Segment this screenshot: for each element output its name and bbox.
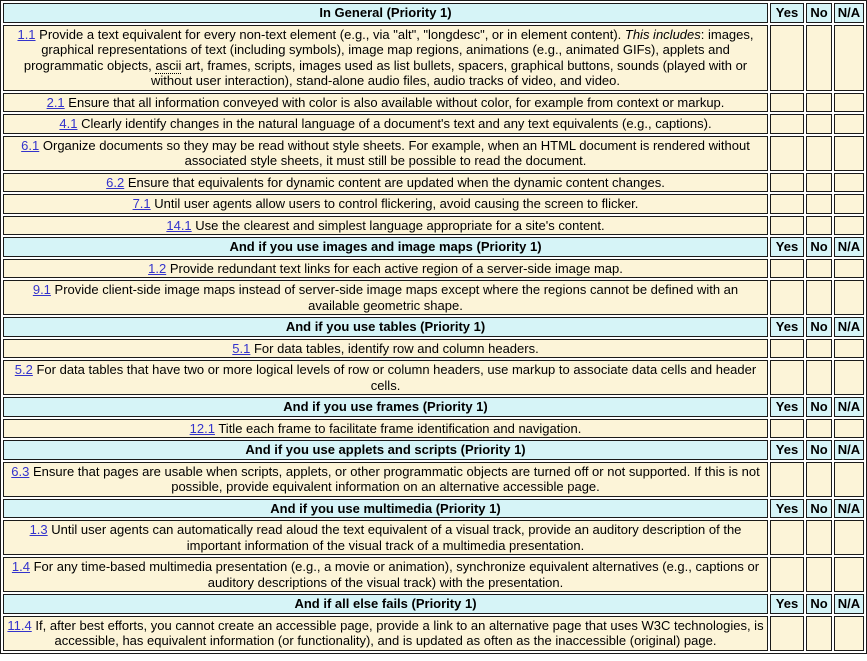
- checkpoint-link[interactable]: 1.2: [148, 260, 167, 276]
- answer-cell-na: [834, 93, 864, 113]
- column-header-yes: Yes: [770, 237, 804, 257]
- checkpoint-text-segment: Provide client-side image maps instead of server-side image maps except where the regions cannot be defined with an available geometric shape.: [54, 282, 739, 313]
- checkpoint-text-segment: Provide redundant text links for each active region of a server-side image map.: [169, 260, 623, 276]
- checkpoint-link[interactable]: 14.1: [166, 217, 192, 233]
- column-header-na: N/A: [834, 397, 864, 417]
- answer-cell-no: [806, 93, 832, 113]
- checkpoint-text: [3, 419, 768, 439]
- checkpoint-text-segment: Until user agents allow users to control flickering, avoid causing the screen to flicker.: [154, 196, 639, 211]
- checkpoint-text-segment: Ensure that all information conveyed with color is also available without color, for example from context or markup.: [68, 94, 725, 110]
- answer-cell-yes: [770, 280, 804, 315]
- checkpoint-row: [3, 136, 864, 171]
- checkpoint-text-segment: Until user agents can automatically read aloud the text equivalent of a visual track, provide an auditory description of the important information of the visual track of a multimedia presentation.: [51, 522, 742, 553]
- checkpoint-row: [3, 93, 864, 113]
- checkpoint-text: [3, 173, 768, 193]
- checkpoint-row: [3, 419, 864, 439]
- checkpoint-link[interactable]: 6.2: [106, 174, 125, 190]
- checkpoint-text-segment: For data tables, identify row and column headers.: [253, 340, 539, 356]
- answer-cell-na: [834, 462, 864, 497]
- checkpoint-text-segment: Use the clearest and simplest language appropriate for a site's content.: [195, 217, 605, 233]
- checkpoint-text-segment: For any time-based multimedia presentation (e.g., a movie or animation), synchronize equivalent alternatives (e.g., captions or auditory descriptions of the visual track) with the presentation.: [33, 559, 760, 590]
- column-header-no: No: [806, 499, 832, 519]
- answer-cell-na: [834, 194, 864, 214]
- checkpoint-row: [3, 339, 864, 359]
- checkpoint-text-segment: If, after best efforts, you cannot create an accessible page, provide a link to an alternative page that uses W3C technologies, is accessible, has equivalent information (or functionality), and is updated as often as the inaccessible (original) page.: [35, 617, 764, 648]
- answer-cell-na: [834, 616, 864, 651]
- section-title: And if you use applets and scripts (Priority 1): [3, 440, 768, 460]
- checkpoint-link[interactable]: 9.1: [32, 282, 51, 297]
- answer-cell-na: [834, 520, 864, 555]
- answer-cell-na: [834, 339, 864, 359]
- checkpoint-link[interactable]: 1.3: [29, 522, 48, 537]
- checkpoint-link[interactable]: 12.1: [189, 420, 215, 436]
- checkpoint-text: [3, 616, 768, 651]
- answer-cell-yes: [770, 616, 804, 651]
- section-header-row: [3, 440, 864, 460]
- section-header-row: [3, 237, 864, 257]
- checkpoint-text: [3, 339, 768, 359]
- answer-cell-na: [834, 114, 864, 134]
- section-header-row: [3, 317, 864, 337]
- checkpoint-row: [3, 194, 864, 214]
- checkpoint-text-segment: For data tables that have two or more logical levels of row or column headers, use markup to associate data cells and header cells.: [36, 362, 757, 393]
- answer-cell-no: [806, 259, 832, 279]
- column-header-yes: Yes: [770, 3, 804, 23]
- checkpoint-row: [3, 173, 864, 193]
- checkpoint-text: [3, 114, 768, 134]
- answer-cell-yes: [770, 216, 804, 236]
- answer-cell-no: [806, 25, 832, 91]
- column-header-no: No: [806, 317, 832, 337]
- checkpoint-link[interactable]: 7.1: [132, 196, 151, 211]
- answer-cell-yes: [770, 194, 804, 214]
- section-header-row: [3, 594, 864, 614]
- answer-cell-yes: [770, 520, 804, 555]
- answer-cell-yes: [770, 173, 804, 193]
- checkpoint-row: [3, 259, 864, 279]
- answer-cell-no: [806, 360, 832, 395]
- checkpoint-text: [3, 93, 768, 113]
- column-header-yes: Yes: [770, 397, 804, 417]
- column-header-na: N/A: [834, 317, 864, 337]
- checkpoint-text: [3, 25, 768, 91]
- column-header-yes: Yes: [770, 440, 804, 460]
- checkpoint-link[interactable]: 4.1: [59, 116, 78, 131]
- column-header-yes: Yes: [770, 499, 804, 519]
- answer-cell-yes: [770, 462, 804, 497]
- checkpoint-text-segment: Provide a text equivalent for every non-text element (e.g., via "alt", "longdesc", or in element content).: [39, 26, 625, 42]
- answer-cell-no: [806, 557, 832, 592]
- answer-cell-na: [834, 360, 864, 395]
- section-title: In General (Priority 1): [3, 3, 768, 23]
- checkpoint-row: [3, 462, 864, 497]
- answer-cell-no: [806, 520, 832, 555]
- checkpoint-row: [3, 360, 864, 395]
- answer-cell-yes: [770, 360, 804, 395]
- column-header-no: No: [806, 440, 832, 460]
- answer-cell-yes: [770, 419, 804, 439]
- answer-cell-yes: [770, 114, 804, 134]
- answer-cell-yes: [770, 339, 804, 359]
- checkpoint-link[interactable]: 5.1: [232, 340, 251, 356]
- section-title: And if you use frames (Priority 1): [3, 397, 768, 417]
- answer-cell-na: [834, 173, 864, 193]
- answer-cell-na: [834, 216, 864, 236]
- checkpoint-text-segment: : images, graphical representations of text (including symbols), image map regions, animations (e.g., animated GIFs), applets and programmatic objects,: [23, 26, 754, 73]
- section-title: And if you use images and image maps (Priority 1): [3, 237, 768, 257]
- answer-cell-no: [806, 280, 832, 315]
- checkpoint-row: [3, 216, 864, 236]
- checkpoint-row: [3, 557, 864, 592]
- checkpoint-text: [3, 557, 768, 592]
- section-header-row: [3, 3, 864, 23]
- section-header-row: [3, 397, 864, 417]
- checkpoint-link[interactable]: 2.1: [46, 94, 65, 110]
- checkpoint-text-segment: Ensure that equivalents for dynamic content are updated when the dynamic content changes.: [127, 174, 665, 190]
- section-title: And if all else fails (Priority 1): [3, 594, 768, 614]
- answer-cell-no: [806, 339, 832, 359]
- checklist-body: [3, 3, 864, 651]
- answer-cell-yes: [770, 136, 804, 171]
- checkpoint-text: [3, 259, 768, 279]
- acronym-text: ascii: [155, 57, 182, 73]
- checkpoint-link[interactable]: 6.3: [11, 463, 30, 479]
- checkpoint-row: [3, 25, 864, 91]
- column-header-na: N/A: [834, 594, 864, 614]
- answer-cell-na: [834, 136, 864, 171]
- answer-cell-no: [806, 194, 832, 214]
- checkpoint-link[interactable]: 11.4: [7, 617, 32, 633]
- column-header-yes: Yes: [770, 594, 804, 614]
- checkpoint-row: [3, 520, 864, 555]
- answer-cell-yes: [770, 93, 804, 113]
- checkpoint-link[interactable]: 6.1: [21, 137, 40, 153]
- section-title: And if you use multimedia (Priority 1): [3, 499, 768, 519]
- answer-cell-no: [806, 616, 832, 651]
- answer-cell-na: [834, 280, 864, 315]
- column-header-yes: Yes: [770, 317, 804, 337]
- answer-cell-no: [806, 462, 832, 497]
- checkpoint-row: [3, 616, 864, 651]
- section-header-row: [3, 499, 864, 519]
- column-header-na: N/A: [834, 440, 864, 460]
- answer-cell-no: [806, 136, 832, 171]
- checkpoint-text-segment: Title each frame to facilitate frame identification and navigation.: [218, 420, 582, 436]
- column-header-no: No: [806, 3, 832, 23]
- column-header-no: No: [806, 594, 832, 614]
- answer-cell-no: [806, 216, 832, 236]
- column-header-na: N/A: [834, 499, 864, 519]
- answer-cell-yes: [770, 25, 804, 91]
- checkpoint-text: [3, 360, 768, 395]
- checkpoint-text: [3, 280, 768, 315]
- checkpoint-text: [3, 194, 768, 214]
- checkpoint-text-segment: Ensure that pages are usable when scripts, applets, or other programmatic objects are turned off or not supported. If this is not possible, provide equivalent information on an alternative accessible page.: [32, 463, 760, 494]
- answer-cell-na: [834, 259, 864, 279]
- checkpoint-link[interactable]: 5.2: [14, 362, 33, 377]
- answer-cell-na: [834, 419, 864, 439]
- column-header-na: N/A: [834, 3, 864, 23]
- checkpoint-link[interactable]: 1.4: [11, 559, 30, 574]
- answer-cell-yes: [770, 259, 804, 279]
- answer-cell-na: [834, 557, 864, 592]
- answer-cell-yes: [770, 557, 804, 592]
- checkpoint-row: [3, 114, 864, 134]
- checkpoint-text: [3, 462, 768, 497]
- checkpoint-text: [3, 520, 768, 555]
- checkpoint-text-segment: Organize documents so they may be read without style sheets. For example, when an HTML document is rendered without associated style sheets, it must still be possible to read the document.: [42, 137, 750, 168]
- answer-cell-na: [834, 25, 864, 91]
- checkpoint-text: [3, 216, 768, 236]
- checkpoint-text-segment: Clearly identify changes in the natural language of a document's text and any text equivalents (e.g., captions).: [81, 116, 712, 131]
- column-header-no: No: [806, 237, 832, 257]
- column-header-na: N/A: [834, 237, 864, 257]
- checkpoint-link[interactable]: 1.1: [17, 26, 36, 42]
- checkpoint-text-segment: art, frames, scripts, images used as list bullets, spacers, graphical buttons, sounds (played with or without user interaction), stand-alone audio files, audio tracks of video, and video.: [151, 57, 748, 88]
- column-header-no: No: [806, 397, 832, 417]
- checkpoint-text: [3, 136, 768, 171]
- answer-cell-no: [806, 419, 832, 439]
- answer-cell-no: [806, 114, 832, 134]
- answer-cell-no: [806, 173, 832, 193]
- checkpoint-text-segment: This includes: [624, 26, 701, 42]
- section-title: And if you use tables (Priority 1): [3, 317, 768, 337]
- checkpoint-row: [3, 280, 864, 315]
